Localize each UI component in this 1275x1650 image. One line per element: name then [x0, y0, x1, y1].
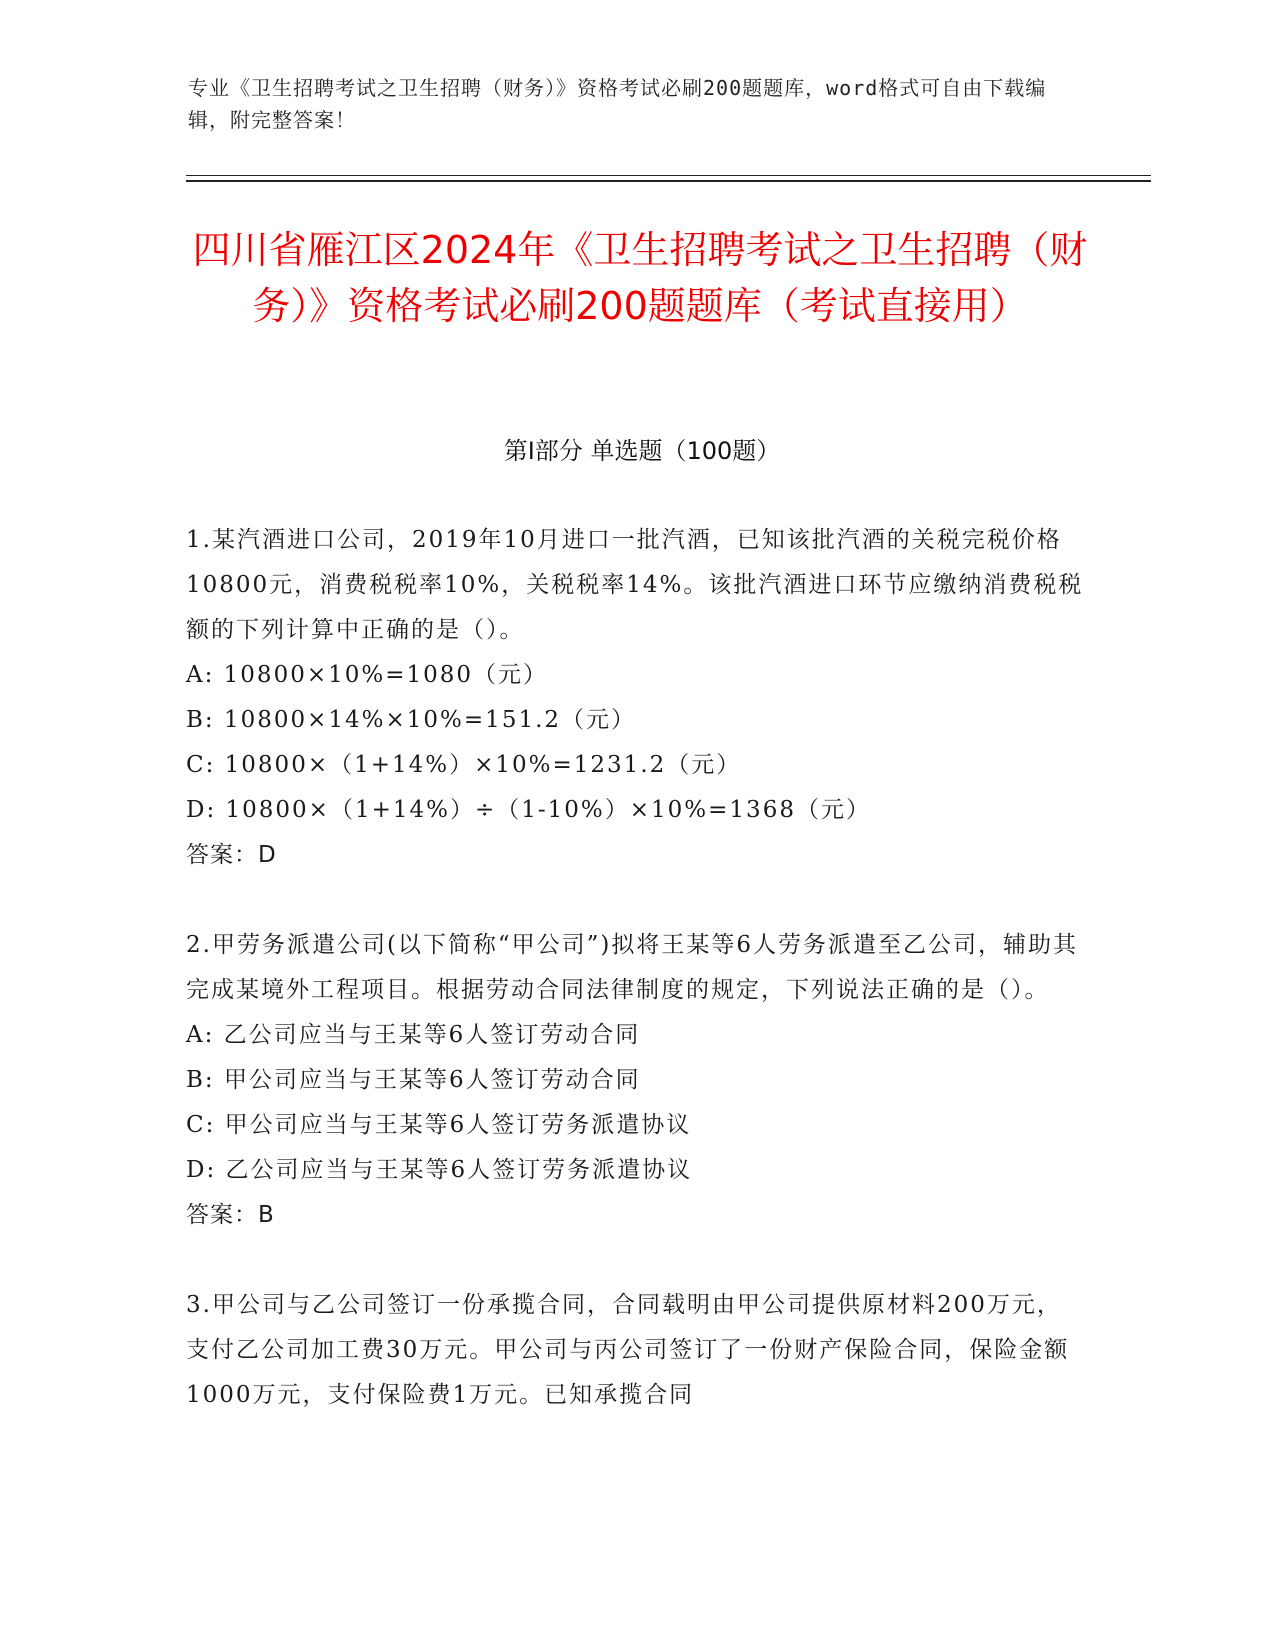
option-b: B: 甲公司应当与王某等6人签订劳动合同: [186, 1067, 641, 1093]
question-stem: 2.甲劳务派遣公司(以下简称“甲公司”)拟将王某等6人劳务派遣至乙公司，辅助其完成某境外工程项目。根据劳动合同法律制度的规定，下列说法正确的是（）。: [186, 932, 1079, 1003]
document-title: 四川省雁江区2024年《卫生招聘考试之卫生招聘（财务）》资格考试必刷200题题库（考试直接用）: [192, 228, 1088, 328]
question-1: [186, 518, 1086, 878]
question-stem: 3.甲公司与乙公司签订一份承揽合同，合同载明由甲公司提供原材料200万元，支付乙公司加工费30万元。甲公司与丙公司签订了一份财产保险合同，保险金额1000万元，支付保险费1万元。已知承揽合同: [186, 1292, 1070, 1408]
header-divider-thick: [186, 180, 1151, 182]
header-divider-thin: [186, 175, 1151, 176]
option-c: C: 10800×（1+14%）×10%=1231.2（元）: [186, 752, 742, 778]
question-3: [186, 1283, 1086, 1418]
question-list: [186, 518, 1086, 1418]
option-a: A: 10800×10%=1080（元）: [186, 662, 549, 688]
header-note: 专业《卫生招聘考试之卫生招聘（财务）》资格考试必刷200题题库，word格式可自由下载编辑，附完整答案！: [188, 76, 1047, 132]
option-c: C: 甲公司应当与王某等6人签订劳务派遣协议: [186, 1112, 692, 1138]
option-d: D: 乙公司应当与王某等6人签订劳务派遣协议: [186, 1157, 693, 1183]
answer: 答案：B: [186, 1202, 275, 1228]
section-title: 第I部分 单选题（100题）: [503, 437, 781, 465]
option-b: B: 10800×14%×10%=151.2（元）: [186, 707, 637, 733]
question-stem: 1.某汽酒进口公司，2019年10月进口一批汽酒，已知该批汽酒的关税完税价格10800元，消费税税率10%，关税税率14%。该批汽酒进口环节应缴纳消费税税额的下列计算中正确的是（）。: [186, 527, 1084, 643]
option-d: D: 10800×（1+14%）÷（1-10%）×10%=1368（元）: [186, 797, 871, 823]
option-a: A: 乙公司应当与王某等6人签订劳动合同: [186, 1022, 641, 1048]
answer: 答案：D: [186, 842, 277, 868]
question-2: [186, 923, 1086, 1238]
